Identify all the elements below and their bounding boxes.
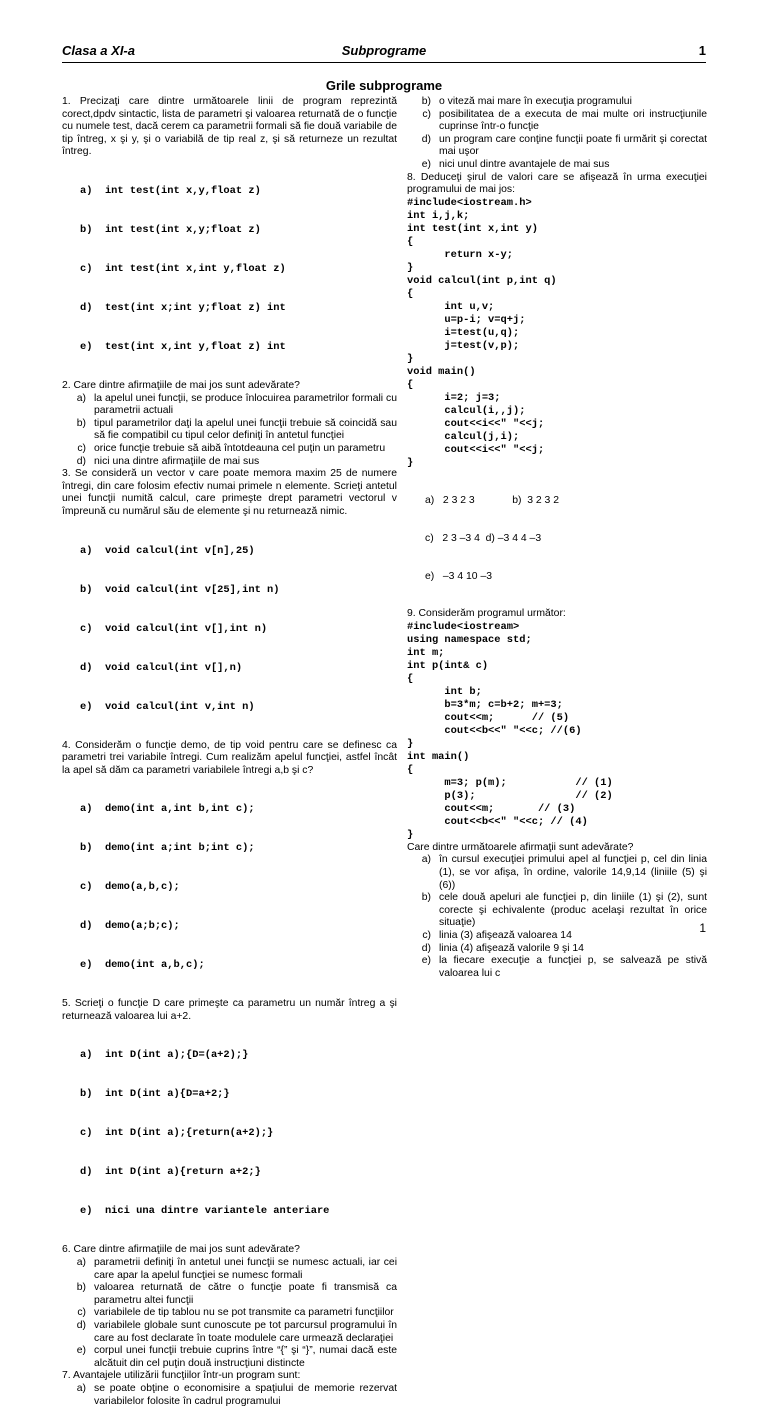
q4-option-a: a) demo(int a,int b,int c); bbox=[80, 803, 255, 816]
q8-option-ab: a) 2 3 2 3 b) 3 2 3 2 bbox=[425, 494, 559, 506]
question-4: 4. Considerăm o funcţie demo, de tip void pentru care se definesc ca parametri trei variabile întregi. Cum realizăm apelul funcţiei, astfel încât la apel să dăm ca parametri variabilele întregi a,b şi c? bbox=[62, 739, 397, 776]
q9-option-d: d) linia (4) afişează valorile 9 şi 14 bbox=[421, 942, 584, 954]
q1-option-e: e) test(int x,int y,float z) int bbox=[80, 340, 286, 353]
q2-option-a: a) la apelul unei funcţii, se produce înlocuirea parametrilor formali cu parametrii actuali bbox=[76, 392, 397, 417]
q4-option-d: d) demo(a;b;c); bbox=[80, 920, 180, 933]
q2-option-d: d) nici una dintre afirmaţiile de mai sus bbox=[76, 455, 260, 467]
q9-option-b: b) cele două apeluri ale funcţiei p, din liniile (1) şi (2), sunt corecte şi echivalente (produc acelaşi rezultat în orice situaţie) bbox=[421, 892, 707, 929]
header-page-number: 1 bbox=[698, 43, 706, 58]
q3-option-b: b) void calcul(int v[25],int n) bbox=[80, 583, 280, 596]
q2-options bbox=[62, 393, 397, 469]
q3-option-a: a) void calcul(int v[n],25) bbox=[80, 544, 255, 557]
page-header bbox=[62, 44, 706, 63]
q5-option-b: b) int D(int a){D=a+2;} bbox=[80, 1088, 230, 1101]
q4-option-b: b) demo(int a;int b;int c); bbox=[80, 842, 255, 855]
q8-options bbox=[407, 470, 707, 609]
question-7: 7. Avantajele utilizării funcţiilor într-un program sunt: bbox=[62, 1370, 301, 1382]
q7-options-left bbox=[62, 1383, 397, 1408]
q7-options-right bbox=[407, 96, 707, 172]
q8-option-cd: c) 2 3 –3 4 d) –3 4 4 –3 bbox=[425, 532, 542, 544]
q4-option-c: c) demo(a,b,c); bbox=[80, 881, 180, 894]
q6-option-e: e) corpul unei funcţii trebuie cuprins între “{” şi “}”, numai dacă este alcătuit din cel puţin două instrucţiuni distincte bbox=[76, 1345, 397, 1369]
q2-option-c: c) orice funcţie trebuie să aibă întotdeauna cel puţin un parametru bbox=[77, 442, 386, 454]
q1-option-b: b) int test(int x,y;float z) bbox=[80, 223, 261, 236]
q9-option-c: c) linia (3) afişează valoarea 14 bbox=[422, 930, 572, 942]
header-class: Clasa a XI-a bbox=[62, 43, 135, 58]
question-6: 6. Care dintre afirmaţiile de mai jos sunt adevărate? bbox=[62, 1244, 300, 1256]
q3-option-d: d) void calcul(int v[],n) bbox=[80, 661, 243, 674]
question-1: 1. Precizaţi care dintre următoarele linii de program reprezintă corect,dpdv sintactic, lista de parametri şi valoarea returnată de o funcţie cu numele test, dacă cerem ca parametrii formali să fie două variabile de tip întreg, x şi y, şi o variabilă de tip real z, şi să returneze un rezultat întreg. bbox=[62, 96, 397, 158]
page-title: Grile subprograme bbox=[325, 78, 443, 93]
q7-option-d: d) un program care conţine funcţii poate fi urmărit şi corectat mai uşor bbox=[421, 133, 707, 158]
q7-option-c: c) posibilitatea de a executa de mai multe ori instrucţiunile cuprinse într-o funcţie bbox=[422, 108, 707, 133]
q1-option-c: c) int test(int x,int y,float z) bbox=[80, 262, 286, 275]
q8-code: #include<iostream.h> int i,j,k; int test(int x,int y) { return x-y; } void calcul(int p,int q) { int u,v; u=p-i; v=q+j; i=test(u,q); j=test(v,p); } void main() { i=2; j=3; calcul(i,,j); cout<<i<<" "<<j; calcul(j,i); cout<<i<<" "<<j; } bbox=[407, 196, 557, 469]
q6-option-a: a) parametrii definiţi în antetul unei funcţii se numesc actuali, iar cei care apar la apelul funcţiei se numesc formali bbox=[76, 1257, 397, 1281]
q6-options bbox=[62, 1257, 397, 1370]
q1-option-a: a) int test(int x,y,float z) bbox=[80, 184, 261, 197]
q4-option-e: e) demo(int a,b,c); bbox=[80, 959, 205, 972]
q9-option-e: e) la fiecare execuţie a funcţiei p, se salvează pe stivă valoarea lui c bbox=[421, 955, 707, 979]
question-2: 2. Care dintre afirmaţiile de mai jos sunt adevărate? bbox=[62, 379, 300, 391]
question-9: 9. Considerăm programul următor: bbox=[407, 608, 566, 620]
q4-options bbox=[62, 777, 397, 998]
page-footer-number: 1 bbox=[699, 921, 706, 935]
q6-option-c: c) variabilele de tip tablou nu se pot transmite ca parametri funcţiilor bbox=[77, 1307, 394, 1319]
q2-option-b: b) tipul parametrilor daţi la apelul unei funcţii trebuie să coincidă sau să fie compatibil cu tipul celor definiţi în antetul funcţiei bbox=[76, 417, 397, 442]
q3-option-e: e) void calcul(int v,int n) bbox=[80, 700, 255, 713]
q9-code: #include<iostream> using namespace std; int m; int p(int& c) { int b; b=3*m; c=b+2; m+=3; cout<<m; // (5) cout<<b<<" "<<c; //(6) } int main() { m=3; p(m); // (1) p(3); // (2) cout<<m; // (3) cout<<b<<" "<<c; // (4) } bbox=[407, 620, 613, 841]
q6-option-b: b) valoarea returnată de către o funcţie poate fi transmisă ca parametru altei funcţii bbox=[76, 1282, 397, 1306]
header-subject: Subprograme bbox=[341, 43, 427, 58]
q7-option-e: e) nici unul dintre avantajele de mai sus bbox=[421, 158, 610, 170]
q5-option-a: a) int D(int a);{D=(a+2);} bbox=[80, 1049, 249, 1062]
q3-options bbox=[62, 519, 397, 740]
q9-option-a: a) în cursul execuţiei primului apel al funcţiei p, cel din linia (1), se vor afişa, în ordine, valorile 14,9,14 (liniile (5) şi (6)) bbox=[421, 854, 707, 891]
question-8: 8. Deduceţi şirul de valori care se afişează în urma execuţiei programului de mai jos: bbox=[407, 171, 707, 196]
q9-options bbox=[407, 854, 707, 980]
q9-question: Care dintre următoarele afirmaţii sunt adevărate? bbox=[407, 841, 634, 853]
q5-option-d: d) int D(int a){return a+2;} bbox=[80, 1166, 261, 1179]
q5-option-e: e) nici una dintre variantele anteriare bbox=[80, 1205, 330, 1218]
question-3: 3. Se consideră un vector v care poate memora maxim 25 de numere întregi, din care folosim efectiv numai primele n elemente. Scrieţi antetul unei funcţii numită calcul, care primeşte drept parametri vectorul v împreună cu numărul său de elemente şi nu returnează nimic. bbox=[62, 468, 397, 517]
left-column bbox=[62, 96, 397, 1408]
q6-option-d: d) variabilele globale sunt cunoscute pe tot parcursul programului în care au fost declarate în toate modulele care urmează declaraţiei bbox=[76, 1320, 397, 1344]
q7-option-a: a) se poate obţine o economisire a spaţiului de memorie rezervat variabilelor folosite în cadrul programului bbox=[76, 1383, 397, 1407]
q8-option-e: e) –3 4 10 –3 bbox=[425, 570, 493, 582]
question-5: 5. Scrieţi o funcţie D care primeşte ca parametru un număr întreg a şi returnează valoarea lui a+2. bbox=[62, 998, 397, 1022]
right-column bbox=[407, 96, 707, 980]
q5-options bbox=[62, 1023, 397, 1244]
q5-option-c: c) int D(int a);{return(a+2);} bbox=[80, 1127, 274, 1140]
q1-options bbox=[62, 159, 397, 380]
q7-option-b: b) o viteză mai mare în execuţia programului bbox=[421, 96, 632, 107]
q1-option-d: d) test(int x;int y;float z) int bbox=[80, 301, 286, 314]
q3-option-c: c) void calcul(int v[],int n) bbox=[80, 622, 268, 635]
